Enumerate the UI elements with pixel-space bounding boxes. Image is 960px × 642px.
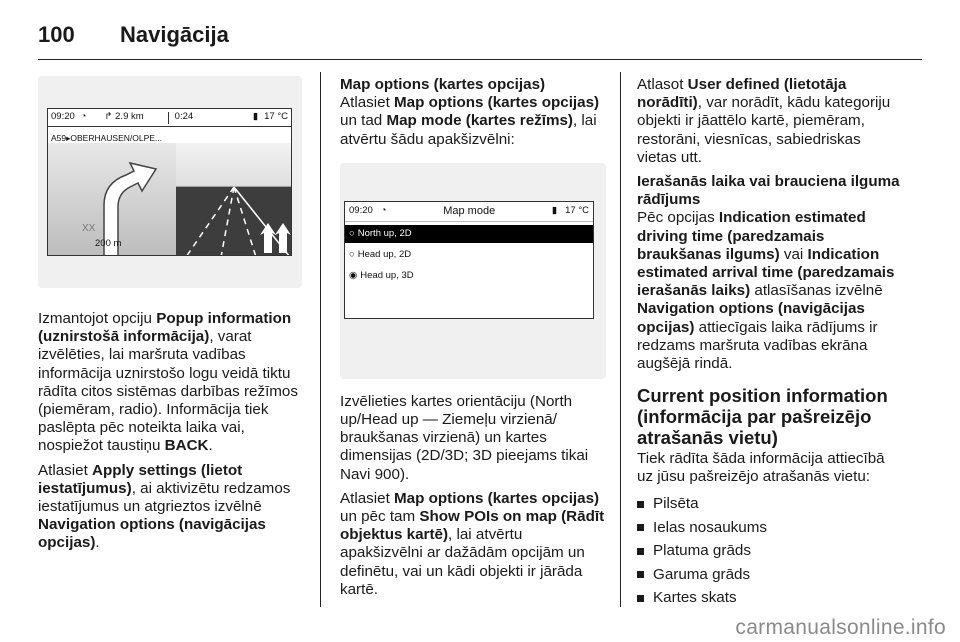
compass-icon: ◔ [80, 111, 87, 123]
list-item: Pilsēta [637, 493, 901, 517]
map-mode-screenshot [340, 163, 606, 379]
temperature-readout: 17 °C [264, 111, 288, 123]
distance-readout: ↱ 2.9 km [104, 111, 144, 123]
thermometer-icon: ▮ [551, 205, 558, 217]
map-mode-display [344, 201, 594, 319]
column-divider-2 [620, 72, 621, 607]
map-mode-intro-paragraph: Atlasiet Map options (kartes opcijas) un tad Map mode (kartes režīms), lai atvērtu šādu apakšizvēlni: [340, 94, 600, 148]
separator [168, 112, 169, 124]
column-2 [340, 76, 606, 605]
orientation-paragraph: Izvēlieties kartes orientāciju (North up/Head up — Ziemeļu virzienā/ braukšanas virzienā) un kartes dimensijas (2D/3D; 3D pieejams tikai Navi 900). [340, 392, 589, 483]
list-item: Garuma grāds [637, 563, 901, 587]
svg-text:XX: XX [82, 223, 96, 234]
menu-title: Map mode [443, 205, 496, 218]
current-position-paragraph: Tiek rādīta šāda informācija attiecībā uz jūsu pašreizējo atrašanās vietu: [637, 450, 885, 486]
header-rule [38, 59, 922, 60]
option-north-up-2d[interactable]: ○ North up, 2D [345, 225, 593, 243]
road-name: A59▸OBERHAUSEN/OLPE... [48, 127, 291, 150]
page-number: 100 [38, 22, 75, 47]
page-title: Navigācija [120, 22, 229, 47]
clock: 09:20 [349, 205, 373, 217]
thermometer-icon: ▮ [252, 111, 259, 123]
watermark: carmanualsonline.info [735, 616, 946, 639]
time-display-subheading: Ierašanās laika vai brauciena ilguma rādījums [637, 173, 900, 209]
duration-readout: 0:24 [174, 111, 194, 123]
user-defined-paragraph: Atlasot User defined (lietotāja norādīti), var norādīt, kādu kategoriju objekti ir jāattēlo kartē, piemēram, restorāni, viesnīcas, sabiedriskas vietas utt. [637, 76, 891, 166]
radio-empty-icon: ○ [349, 248, 355, 260]
popup-information-paragraph: Izmantojot opciju Popup information (uznirstošā informācija), varat izvēlēties, lai maršruta vadības informācija uznirstošo logu veidā tiktu rādīta citos sistēmas darbības režīmos (piemēram, radio). Informācija tiek paslēpta pēc noteikta laika vai, nospiežot taustiņu BACK. [38, 310, 298, 455]
road-lanes-graphic [176, 143, 292, 256]
clock: 09:20 [51, 111, 75, 123]
compass-icon: ◔ [380, 205, 387, 217]
temperature-readout: 17 °C [565, 205, 589, 217]
time-display-paragraph: Pēc opcijas Indication estimated driving time (paredzamais braukšanas ilgums) vai Indication estimated arrival time (paredzamais ierašanās laiks) atlasīšanas izvēlnē Navigation options (navigācijas opcijas) attiecīgais laika rādījums ir redzams maršruta vadības ekrāna augšējā rindā. [637, 209, 895, 373]
option-head-up-3d[interactable]: ◉ Head up, 3D [345, 267, 593, 285]
list-item: Platuma grāds [637, 540, 901, 564]
column-divider-1 [320, 72, 321, 607]
apply-settings-paragraph: Atlasiet Apply settings (lietot iestatījumus), ai aktivizētu redzamos iestatījumus un atgrieztos izvēlnē Navigation options (navigācijas opcijas). [38, 461, 291, 552]
show-pois-paragraph: Atlasiet Map options (kartes opcijas) un pēc tam Show POIs on map (Rādīt objektus kartē), lai atvērtu apakšizvēlni ar dažādām opcijām un definētu, vai un kādi objekti ir jārāda kartē. [340, 489, 605, 598]
map-mode-status-bar [345, 202, 593, 222]
navigation-display [47, 108, 292, 256]
turn-arrow-panel [48, 143, 176, 255]
column-1 [38, 76, 306, 559]
status-bar [48, 109, 291, 127]
column-3 [637, 76, 901, 610]
navigation-popup-screenshot [38, 76, 302, 288]
option-head-up-2d[interactable]: ○ Head up, 2D [345, 246, 593, 264]
radio-selected-icon: ◉ [349, 269, 358, 281]
radio-empty-icon: ○ [349, 227, 355, 239]
list-item: Ielas nosaukums [637, 516, 901, 540]
position-info-list [637, 493, 901, 611]
map-options-heading: Map options (kartes opcijas) [340, 76, 546, 93]
list-item: Kartes skats [637, 587, 901, 611]
turn-distance: 200 m [95, 237, 122, 249]
current-position-heading: Current position information (informācija par pašreizējo atrašanās vietu) [637, 385, 888, 449]
lane-view [176, 143, 291, 255]
